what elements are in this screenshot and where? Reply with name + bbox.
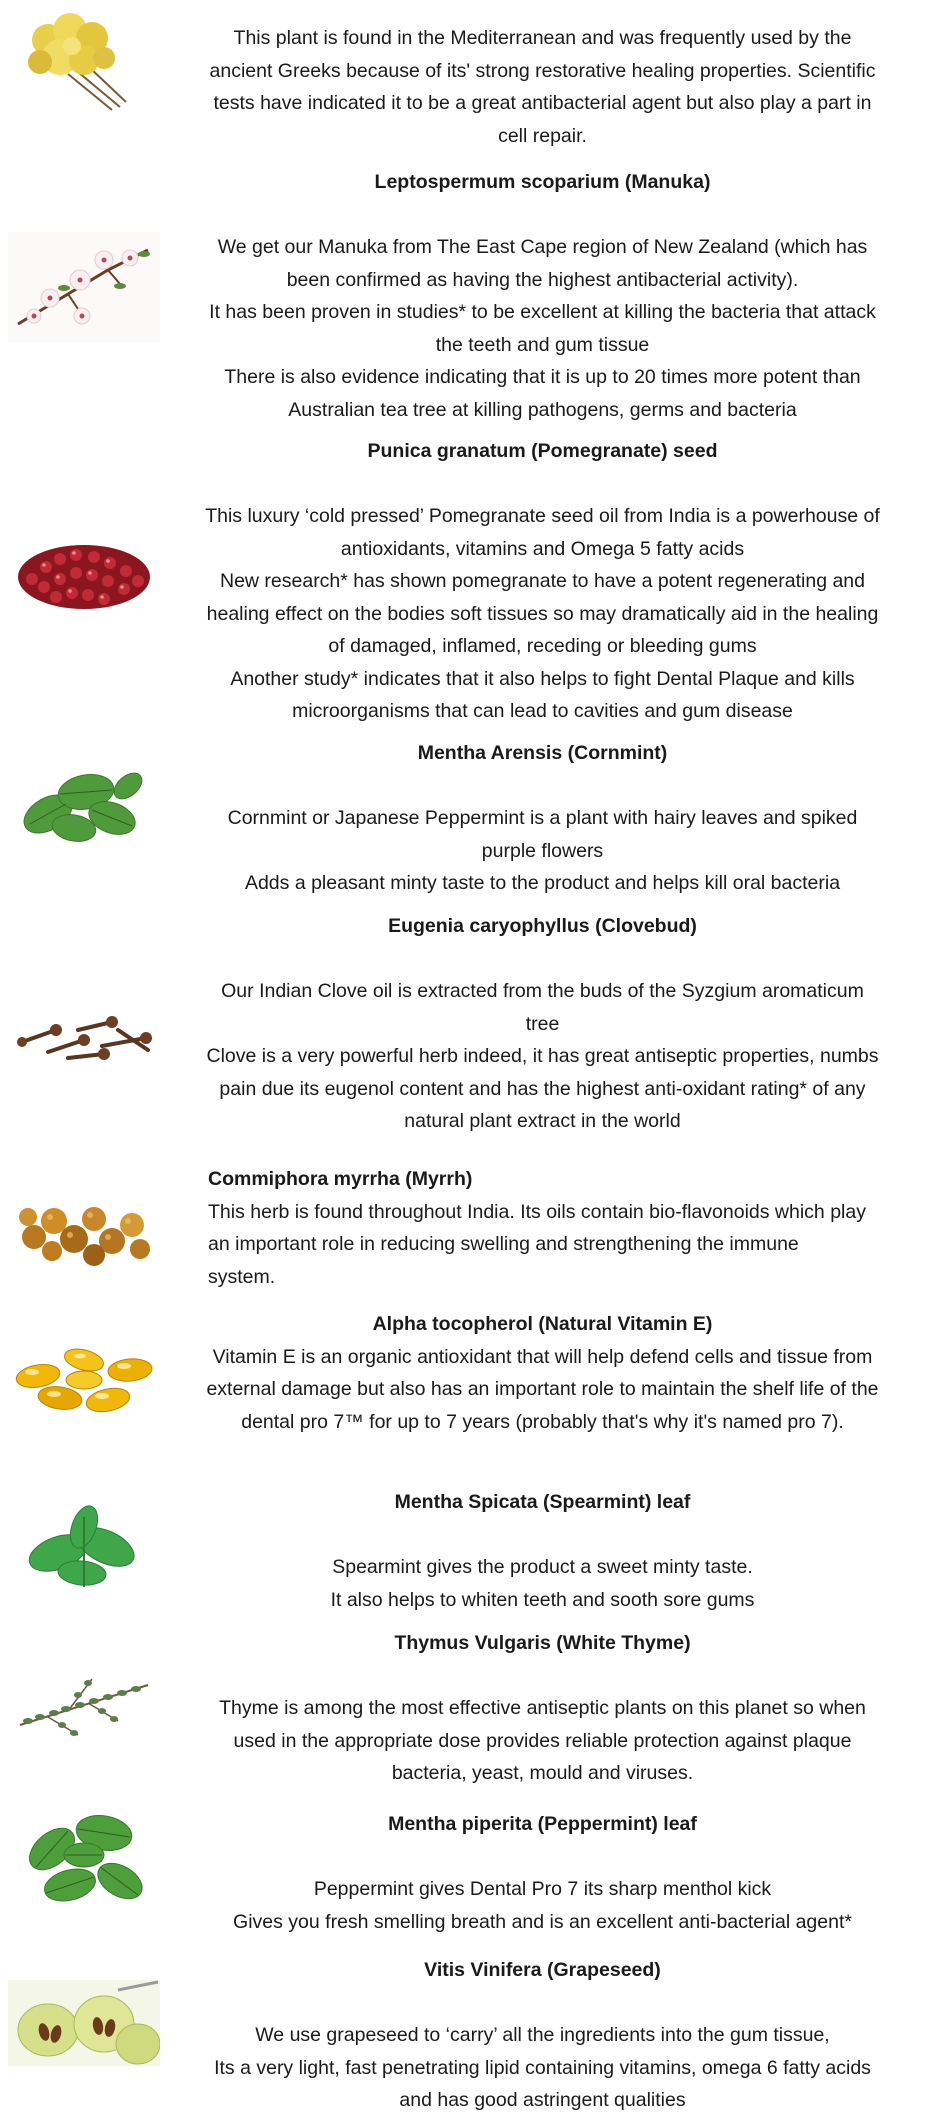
ingredient-text [205,737,880,900]
ingredient-title: Vitis Vinifera (Grapeseed) [424,1959,661,1981]
ingredient-text [205,1808,880,1938]
ingredient-title: Eugenia caryophyllus (Clovebud) [388,915,697,937]
ingredient-title: Punica granatum (Pomegranate) seed [367,440,718,462]
ingredient-paragraph: We use grapeseed to ‘carry’ all the ingredients into the gum tissue, [255,2024,830,2046]
ingredient-paragraph: We get our Manuka from The East Cape region of New Zealand (which has been confirmed as having the highest antibacterial activity). [217,236,868,291]
ingredient-text [205,166,880,426]
clove-buds-image [8,1000,160,1070]
grapeseed-image [8,1980,160,2066]
ingredient-paragraph: Gives you fresh smelling breath and is an excellent anti-bacterial agent* [233,1910,852,1933]
pomegranate-seeds-image [8,525,160,625]
ingredient-title: Mentha Arensis (Cornmint) [417,742,668,764]
ingredient-paragraph: Our Indian Clove oil is extracted from the buds of the Syzgium aromaticum tree [221,980,864,1035]
ingredient-text [205,1627,880,1790]
ingredient-paragraph: It also helps to whiten teeth and sooth sore gums [330,1588,755,1611]
ingredient-paragraph: This luxury ‘cold pressed’ Pomegranate seed oil from India is a powerhouse of antioxidants, vitamins and Omega 5 fatty acids [205,505,880,560]
ingredient-paragraph: Cornmint or Japanese Peppermint is a plant with hairy leaves and spiked purple flowers [227,807,858,862]
manuka-blossom-image [8,232,160,342]
ingredient-text [205,1954,880,2117]
ingredient-title: Mentha Spicata (Spearmint) leaf [394,1491,691,1513]
ingredient-title: Commiphora myrrha (Myrrh) [208,1168,473,1190]
ingredient-paragraph: New research* has shown pomegranate to have a potent regenerating and healing effect on the bodies soft tissues so may dramatically aid in the healing of damaged, inflamed, receding or bleeding gums [206,570,879,657]
peppermint-leaves-image [8,1793,160,1923]
ingredient-paragraph: Spearmint gives the product a sweet minty taste. [332,1556,753,1578]
ingredient-text [205,435,880,728]
ingredient-text [205,22,880,152]
ingredient-text [205,1486,880,1616]
ingredient-text [208,1163,868,1293]
ingredient-paragraph: Vitamin E is an organic antioxidant that will help defend cells and tissue from external damage but also has an important role to maintain the shelf life of the dental pro 7™ for up to 7 years (probably that's why it's named pro 7). [206,1345,879,1433]
helichrysum-flower-image [8,2,160,112]
ingredient-paragraph: Another study* indicates that it also helps to fight Dental Plaque and kills microorganisms that can lead to cavities and gum disease [230,667,855,722]
vitamin-e-capsules-image [8,1338,160,1428]
ingredient-title: Alpha tocopherol (Natural Vitamin E) [372,1313,713,1335]
myrrh-resin-image [8,1185,160,1275]
thyme-sprig-image [8,1655,160,1745]
ingredient-title: Leptospermum scoparium (Manuka) [374,171,711,193]
ingredient-paragraph: Peppermint gives Dental Pro 7 its sharp menthol kick [313,1878,772,1900]
cornmint-leaves-image [8,752,160,852]
ingredient-title: Thymus Vulgaris (White Thyme) [394,1632,691,1654]
ingredient-paragraph: Thyme is among the most effective antiseptic plants on this planet so when used in the appropriate dose provides reliable protection against plaque bacteria, yeast, mould and viruses. [219,1697,866,1784]
ingredient-paragraph: Adds a pleasant minty taste to the product and helps kill oral bacteria [244,872,841,894]
ingredient-text [205,1308,880,1438]
ingredient-paragraph: It has been proven in studies* to be excellent at killing the bacteria that attack the teeth and gum tissue [209,301,876,356]
ingredient-paragraph: This plant is found in the Mediterranean and was frequently used by the ancient Greeks because of its' strong restorative healing properties. Scientific tests have indicated it to be a great antibacterial agent but also play a part in cell repair. [209,27,876,147]
ingredient-paragraph: Its a very light, fast penetrating lipid containing vitamins, omega 6 fatty acids and has good astringent qualities [214,2056,871,2111]
ingredient-title: Mentha piperita (Peppermint) leaf [388,1813,697,1835]
ingredient-text [205,910,880,1138]
spearmint-leaf-image [8,1497,160,1597]
ingredient-paragraph: There is also evidence indicating that it is up to 20 times more potent than Australian tea tree at killing pathogens, germs and bacteria [224,366,861,421]
ingredient-paragraph: Clove is a very powerful herb indeed, it has great antiseptic properties, numbs pain due its eugenol content and has the highest anti-oxidant rating* of any natural plant extract in the world [206,1045,879,1132]
ingredient-paragraph: This herb is found throughout India. Its oils contain bio-flavonoids which play an important role in reducing swelling and strengthening the immune system. [208,1200,866,1288]
